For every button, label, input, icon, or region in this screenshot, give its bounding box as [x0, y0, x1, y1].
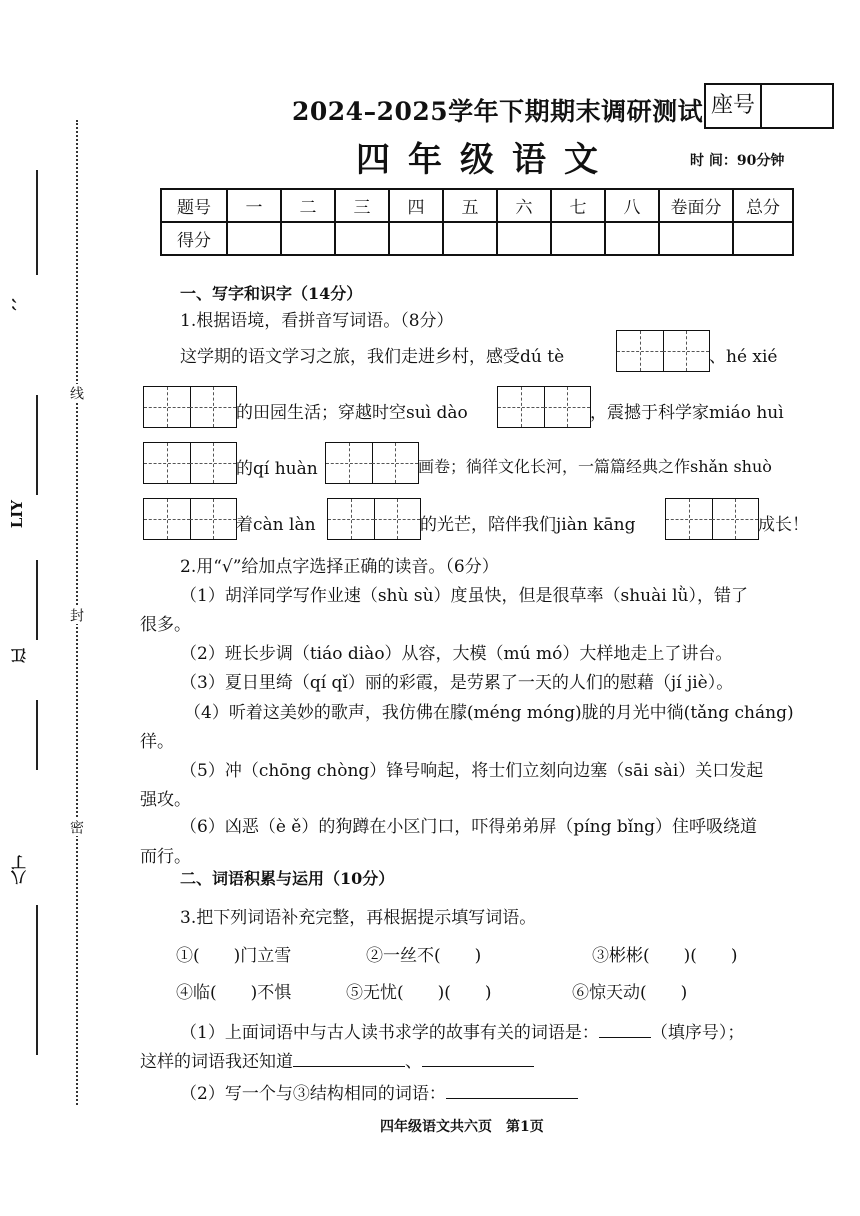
question2-item: （1）胡洋同学写作业速（shù sù）度虽快，但是很草率（shuài lǜ），错了	[180, 586, 748, 606]
question3-1-prompt: （1）上面词语中与古人读书求学的故事有关的词语是：	[180, 1023, 599, 1043]
score-cell[interactable]	[551, 222, 605, 255]
grid-cell	[544, 387, 590, 427]
score-cell[interactable]	[659, 222, 733, 255]
question1-line1-text: 这学期的语文学习之旅，我们走进乡村，感受dú tè	[180, 347, 565, 367]
exam-title: 2024–2025学年下期期末调研测试	[292, 97, 704, 126]
score-cell[interactable]	[227, 222, 281, 255]
score-cell[interactable]	[497, 222, 551, 255]
grid-cell	[498, 387, 544, 427]
question2-item: 很多。	[140, 615, 191, 635]
pinyin-writing-grid[interactable]	[665, 498, 759, 540]
binding-label-feng: 封	[68, 608, 84, 622]
pinyin-writing-grid[interactable]	[143, 442, 237, 484]
exam-number-field-line	[36, 905, 38, 1055]
answer-blank[interactable]	[422, 1066, 534, 1067]
idiom-fill-item[interactable]: ⑤无忧( )( )	[346, 983, 492, 1003]
idiom-fill-item[interactable]: ④临( )不惧	[176, 983, 292, 1003]
question1-line3-text: 的qí huàn	[236, 459, 318, 479]
name-field-line	[36, 170, 38, 275]
table-header-cell: 五	[443, 189, 497, 222]
binding-label-xian: 线	[68, 386, 84, 400]
grid-cell	[374, 499, 420, 539]
score-cell[interactable]	[443, 222, 497, 255]
pinyin-writing-grid[interactable]	[327, 498, 421, 540]
margin-text-fragment: 八丁	[10, 855, 28, 885]
table-header-cell: 题号	[161, 189, 227, 222]
question2-item: （5）冲（chōng chòng）锋号响起，将士们立刻向边塞（sāi sài）关口发起	[180, 761, 764, 781]
question1-line1-text: 、hé xié	[709, 347, 778, 367]
question1-line2-text: ，震撼于科学家miáo huì	[590, 403, 784, 423]
exam-time: 时 间：90分钟	[690, 153, 785, 169]
answer-blank[interactable]	[599, 1037, 651, 1038]
table-header-cell: 二	[281, 189, 335, 222]
question3-1-followup	[140, 1047, 534, 1072]
question3-1-text	[180, 1018, 744, 1043]
grid-cell	[190, 387, 236, 427]
grid-cell	[663, 331, 709, 371]
score-table-score-row	[161, 222, 793, 255]
question1-line4-text: 成长！	[758, 515, 809, 535]
margin-text-fragment: 、、	[10, 288, 28, 311]
grid-cell	[144, 443, 190, 483]
pinyin-writing-grid[interactable]	[143, 498, 237, 540]
question1-title: 1.根据语境，看拼音写词语。（8分）	[180, 311, 454, 331]
grid-cell	[617, 331, 663, 371]
question1-line4-text: 的光芒，陪伴我们jiàn kāng	[420, 515, 636, 535]
table-header-cell: 三	[335, 189, 389, 222]
binding-label-mi: 密	[68, 820, 84, 834]
table-header-cell: 总分	[733, 189, 793, 222]
idiom-fill-item[interactable]: ①( )门立雪	[176, 946, 292, 966]
page-footer: 四年级语文共六页 第1页	[380, 1119, 544, 1135]
table-header-cell: 一	[227, 189, 281, 222]
blank-separator: 、	[405, 1052, 422, 1072]
subject-title: 四年级语文	[356, 140, 616, 180]
class-field-line	[36, 395, 38, 495]
pinyin-writing-grid[interactable]	[497, 386, 591, 428]
school-field-line-top	[36, 560, 38, 640]
table-header-cell: 卷面分	[659, 189, 733, 222]
score-table-header-row	[161, 189, 793, 222]
score-row-label: 得分	[161, 222, 227, 255]
seat-number-box[interactable]	[704, 83, 834, 129]
grid-cell	[666, 499, 712, 539]
answer-blank[interactable]	[293, 1066, 405, 1067]
question2-title: 2.用“√”给加点字选择正确的读音。（6分）	[180, 557, 499, 577]
grid-cell	[190, 443, 236, 483]
grid-cell	[328, 499, 374, 539]
table-header-cell: 六	[497, 189, 551, 222]
score-cell[interactable]	[335, 222, 389, 255]
score-cell[interactable]	[281, 222, 335, 255]
question2-item: 强攻。	[140, 790, 191, 810]
grid-cell	[144, 387, 190, 427]
section1-title: 一、写字和识字（14分）	[180, 284, 363, 303]
pinyin-writing-grid[interactable]	[325, 442, 419, 484]
grid-cell	[144, 499, 190, 539]
table-header-cell: 八	[605, 189, 659, 222]
grid-cell	[372, 443, 418, 483]
question3-1-followup-prompt: 这样的词语我还知道	[140, 1052, 293, 1072]
idiom-fill-item[interactable]: ②一丝不( )	[366, 946, 482, 966]
question1-line3-text: 画卷；徜徉文化长河，一篇篇经典之作shǎn shuò	[418, 457, 772, 476]
table-header-cell: 七	[551, 189, 605, 222]
score-cell[interactable]	[389, 222, 443, 255]
question3-2-text	[180, 1079, 578, 1104]
table-header-cell: 四	[389, 189, 443, 222]
section2-title: 二、词语积累与运用（10分）	[180, 869, 395, 888]
answer-blank[interactable]	[446, 1098, 578, 1099]
pinyin-writing-grid[interactable]	[616, 330, 710, 372]
question3-1-hint: （填序号）；	[650, 1023, 745, 1043]
idiom-fill-item[interactable]: ⑥惊天动( )	[572, 983, 688, 1003]
question2-item: （4）听着这美妙的歌声，我仿佛在朦(méng móng)胧的月光中徜(tǎng cháng)	[184, 703, 794, 723]
question2-item: 徉。	[140, 732, 174, 752]
question2-item: 而行。	[140, 847, 191, 867]
grid-cell	[190, 499, 236, 539]
question1-line4-text: 着càn làn	[236, 515, 316, 535]
score-cell[interactable]	[733, 222, 793, 255]
question1-line2-text: 的田园生活；穿越时空suì dào	[236, 403, 468, 423]
question2-item: （3）夏日里绮（qí qǐ）丽的彩霞，是劳累了一天的人们的慰藉（jí jiè）。	[180, 673, 734, 693]
score-cell[interactable]	[605, 222, 659, 255]
pinyin-writing-grid[interactable]	[143, 386, 237, 428]
seat-number-label: 座号	[706, 85, 762, 127]
question2-item: （6）凶恶（è ě）的狗蹲在小区门口，吓得弟弟屏（píng bǐng）住呼吸绕道	[180, 817, 758, 837]
school-field-line-bottom	[36, 700, 38, 770]
margin-text-fragment: LIY	[8, 500, 26, 529]
question3-title: 3.把下列词语补充完整，再根据提示填写词语。	[180, 908, 537, 928]
grid-cell	[326, 443, 372, 483]
score-table	[160, 188, 794, 256]
question2-item: （2）班长步调（tiáo diào）从容，大模（mú mó）大样地走上了讲台。	[180, 644, 733, 664]
idiom-fill-item[interactable]: ③彬彬( )( )	[592, 946, 738, 966]
grid-cell	[712, 499, 758, 539]
question3-2-prompt: （2）写一个与③结构相同的词语：	[180, 1084, 446, 1104]
margin-text-fragment: 江	[10, 648, 28, 663]
